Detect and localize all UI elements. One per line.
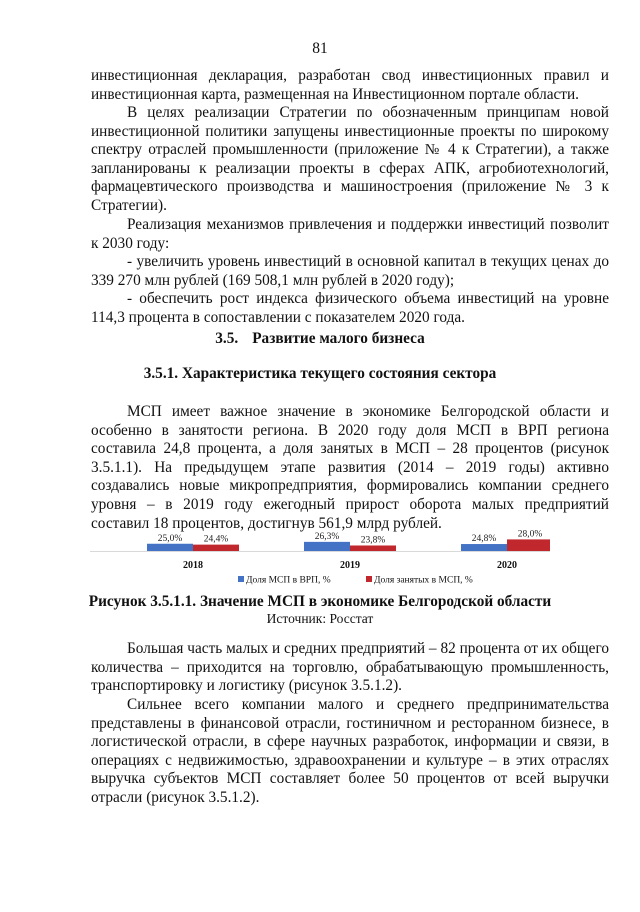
data-label-2020-series-2: 28,0% — [517, 529, 543, 540]
paragraph-msp-structure: Большая часть малых и средних предприятий – 82 процента от их общего количества – приходится на торговлю, обрабатывающую промышленность, транспортировку и логистику (рисунок 3.5.1.2). — [91, 640, 609, 695]
subsection-heading: 3.5.1. Характеристика текущего состояния сектора — [143, 365, 497, 382]
x-tick-label-2019: 2019 — [340, 560, 360, 571]
bar-2019-series-2 — [350, 545, 396, 551]
paragraph-investment-projects: В целях реализации Стратегии по обозначенным принципам новой инвестиционной политики запущены инвестиционные проекты по широкому спектру отраслей промышленности (приложение № 4 к Стратегии), а также запланированы к реализации проекты в сферах АПК, агробиотехнологий, фармацевтического производства и машиностроения (приложение № 3 к Стратегии). — [91, 104, 609, 214]
section-title: Развитие малого бизнеса — [252, 330, 425, 347]
paragraph-investment-mechanisms: Реализация механизмов привлечения и поддержки инвестиций позволит к 2030 году: — [91, 216, 609, 252]
paragraph-msp-sectors: Сильнее всего компании малого и среднего предпринимательства представлены в финансовой отрасли, гостиничном и ресторанном бизнесе, в логистической отрасли, в сфере научных разработок, информации и связи, в операциях с недвижимостью, здравоохранении и культуре – в этих отраслях выручка субъектов МСП составляет более 50 процентов от всей выручки отрасли (рисунок 3.5.1.2). — [91, 696, 609, 806]
bar-2020-series-1 — [461, 544, 507, 551]
paragraph-investment-declaration: инвестиционная декларация, разработан свод инвестиционных правил и инвестиционная карта, размещенная на Инвестиционном портале области. — [91, 67, 609, 103]
bar-2018-series-1 — [147, 544, 193, 551]
bullet-investment-level: - увеличить уровень инвестиций в основной капитал в текущих ценах до 339 270 млн рублей (169 508,1 млн рублей в 2020 году); — [91, 253, 609, 289]
msp-bar-chart — [90, 524, 550, 586]
bar-2019-series-1 — [304, 542, 350, 551]
data-label-2018-series-2: 24,4% — [203, 534, 229, 545]
data-label-2020-series-1: 24,8% — [471, 534, 497, 545]
figure-caption — [0, 593, 640, 611]
data-label-2019-series-2: 23,8% — [360, 535, 386, 546]
section-number: 3.5. — [215, 330, 239, 347]
legend-label-series-1: Доля МСП в ВРП, % — [246, 575, 331, 586]
figure-caption-label: Рисунок 3.5.1.1 — [88, 593, 193, 610]
page-number: 81 — [312, 40, 328, 57]
x-tick-label-2018: 2018 — [183, 560, 203, 571]
data-label-2018-series-1: 25,0% — [157, 533, 183, 544]
legend-swatch-series-1 — [238, 576, 244, 582]
legend-swatch-series-2 — [366, 576, 372, 582]
figure-source: Источник: Росстат — [266, 611, 374, 626]
bar-2018-series-2 — [193, 545, 239, 551]
legend-label-series-2: Доля занятых в МСП, % — [374, 575, 473, 586]
data-label-2019-series-1: 26,3% — [314, 531, 340, 542]
paragraph-msp-importance: МСП имеет важное значение в экономике Белгородской области и особенно в занятости региона. В 2020 году доля МСП в ВРП региона составила 24,8 процента, а доля занятых в МСП – 28 процентов (рисунок 3.5.1.1). На предыдущем этапе развития (2014 – 2019 годы) активно создавались новые микропредприятия, формировались компании среднего уровня – в 2019 году ежегодный прирост оборота малых предприятий составил 18 процентов, достигнув 561,9 млрд рублей. — [91, 403, 609, 532]
x-tick-label-2020: 2020 — [497, 560, 517, 571]
section-heading — [0, 330, 640, 348]
bar-2020-series-2 — [507, 539, 550, 551]
bullet-investment-index: - обеспечить рост индекса физического объема инвестиций на уровне 114,3 процента в сопоставлении с показателем 2020 года. — [91, 290, 609, 326]
figure-caption-title: . Значение МСП в экономике Белгородской области — [192, 593, 552, 610]
